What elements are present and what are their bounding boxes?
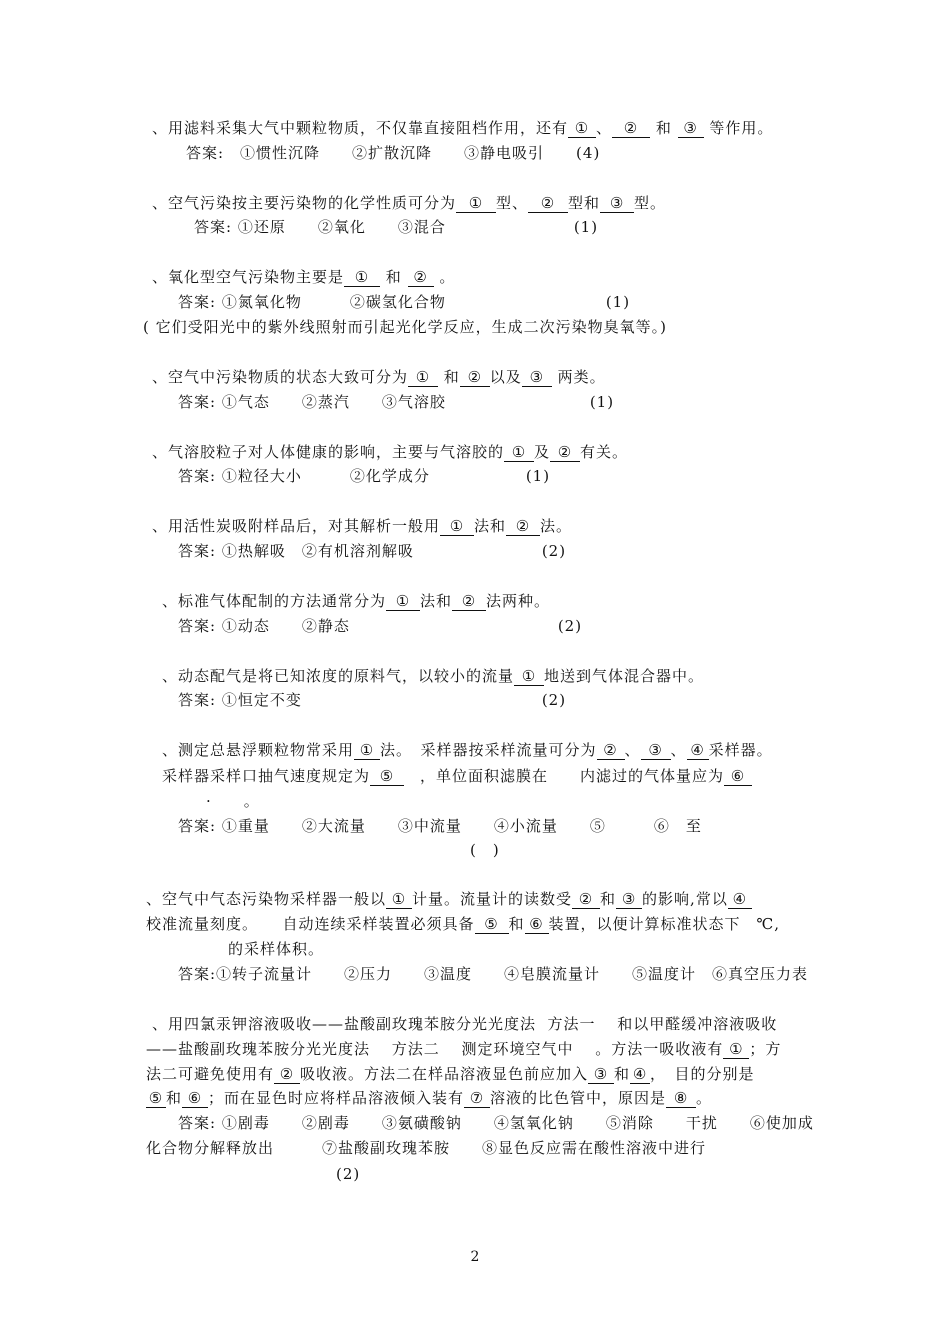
question-9-line3: · 。 (206, 792, 260, 810)
note-3: ( 它们受阳光中的紫外线照射而引起光化学反应，生成二次污染物臭氧等。) (143, 318, 667, 336)
blank: ⑧ (666, 1090, 696, 1108)
answer-7: 答案: ①动态 ②静态 (2) (178, 617, 583, 635)
blank: ③ (588, 1066, 614, 1084)
score-9: ( ) (470, 841, 500, 859)
blank: ② (460, 369, 490, 387)
answer-3: 答案: ①氮氧化物 ②碳氢化合物 (1) (178, 293, 631, 311)
blank: ⑦ (464, 1090, 490, 1108)
blank: ③ (600, 195, 634, 213)
blank: ④ (728, 891, 752, 909)
blank: ① (344, 269, 380, 287)
blank: ② (274, 1066, 300, 1084)
blank: ② (572, 891, 600, 909)
question-7: 、标准气体配制的方法通常分为 ① 法和 ② 法两种。 (162, 592, 551, 610)
question-4: 、空气中污染物质的状态大致可分为 ① 和 ② 以及 ③ 两类。 (152, 368, 606, 386)
blank: ④ (630, 1066, 650, 1084)
blank: ① (408, 369, 438, 387)
question-11-line4: ⑤ 和 ⑥ ；而在显色时应将样品溶液倾入装有 ⑦ 溶液的比色管中，原因是 ⑧ 。 (146, 1088, 712, 1108)
blank: ③ (678, 120, 704, 138)
blank: ① (568, 120, 596, 138)
blank: ② (597, 742, 625, 760)
blank: ② (408, 269, 434, 287)
blank: ② (612, 120, 650, 138)
blank: ⑤ (475, 916, 509, 934)
question-10-line3: 的采样体积。 (228, 940, 325, 958)
question-9-line2: 采样器采样口抽气速度规定为 ⑤ ，单位面积滤膜在 内滤过的气体量应为 ⑥ (162, 766, 752, 786)
blank: ① (456, 195, 496, 213)
blank: ③ (616, 891, 642, 909)
blank: ③ (522, 369, 552, 387)
blank: ⑤ (146, 1090, 166, 1108)
question-2: 、空气污染按主要污染物的化学性质可分为 ① 型、 ② 型和 ③ 型。 (152, 194, 667, 212)
question-6: 、用活性炭吸附样品后，对其解析一般用 ① 法和 ② 法。 (152, 517, 573, 535)
question-8: 、动态配气是将已知浓度的原料气，以较小的流量 ① 地送到气体混合器中。 (162, 667, 705, 685)
blank: ① (723, 1041, 749, 1059)
blank: ⑥ (182, 1090, 208, 1108)
question-11-line3: 法二可避免使用有 ② 吸收液。方法二在样品溶液显色前应加入 ③ 和 ④ ， 目的分别是 (146, 1065, 755, 1083)
blank: ② (452, 593, 486, 611)
blank: ② (550, 444, 580, 462)
answer-11-line2: 化合物分解释放出 ⑦盐酸副玫瑰苯胺 ⑧显色反应需在酸性溶液中进行 (146, 1139, 707, 1157)
question-1: 、用滤料采集大气中颗粒物质，不仅靠直接阻档作用，还有 ① 、 ② 和 ③ 等作用。 (152, 119, 774, 137)
question-5: 、气溶胶粒子对人体健康的影响，主要与气溶胶的 ① 及 ② 有关。 (152, 443, 629, 461)
blank: ① (354, 742, 380, 760)
answer-6: 答案: ①热解吸 ②有机溶剂解吸 (2) (178, 542, 567, 560)
blank: ⑤ (370, 768, 404, 786)
blank: ④ (687, 742, 709, 760)
blank: ① (504, 444, 534, 462)
blank: ⑥ (525, 916, 549, 934)
question-3: 、氧化型空气污染物主要是 ① 和 ② 。 (152, 268, 456, 286)
score-11: (2) (336, 1165, 361, 1183)
question-10-line2: 校准流量刻度。 自动连续采样装置必须具备 ⑤ 和 ⑥ 装置，以便计算标准状态下 ℃, (146, 915, 781, 933)
blank: ③ (641, 742, 671, 760)
blank: ① (440, 518, 474, 536)
answer-5: 答案: ①粒径大小 ②化学成分 (1) (178, 467, 551, 485)
question-11-line2: ——盐酸副玫瑰苯胺分光光度法 方法二 测定环境空气中 。方法一吸收液有 ① ；方 (146, 1040, 782, 1058)
blank: ② (506, 518, 540, 536)
blank: ② (528, 195, 568, 213)
question-10: 、空气中气态污染物采样器一般以 ① 计量。流量计的读数受 ② 和 ③ 的影响,常以 ④ (146, 889, 752, 909)
answer-2: 答案: ①还原 ②氧化 ③混合 (1) (194, 218, 599, 236)
blank: ① (386, 593, 420, 611)
blank: ① (386, 891, 412, 909)
question-11: 、用四氯汞钾溶液吸收——盐酸副玫瑰苯胺分光光度法 方法一 和以甲醛缓冲溶液吸收 (152, 1015, 778, 1033)
answer-9: 答案: ①重量 ②大流量 ③中流量 ④小流量 ⑤ ⑥ 至 (178, 817, 702, 835)
answer-4: 答案: ①气态 ②蒸汽 ③气溶胶 (1) (178, 393, 615, 411)
answer-10: 答案:①转子流量计 ②压力 ③温度 ④皂膜流量计 ⑤温度计 ⑥真空压力表 (178, 965, 809, 983)
answer-8: 答案: ①恒定不变 (2) (178, 691, 567, 709)
answer-1: 答案: ①惯性沉降 ②扩散沉降 ③静电吸引 (4) (186, 144, 601, 162)
question-9: 、测定总悬浮颗粒物常采用 ① 法。 采样器按采样流量可分为 ② 、 ③ 、 ④ 采样器。 (162, 741, 773, 759)
blank: ⑥ (724, 768, 752, 786)
answer-11: 答案: ①剧毒 ②剧毒 ③氨磺酸钠 ④氢氧化钠 ⑤消除 干扰 ⑥使加成 (178, 1114, 814, 1132)
blank: ① (514, 668, 544, 686)
page-number: 2 (470, 1249, 480, 1265)
